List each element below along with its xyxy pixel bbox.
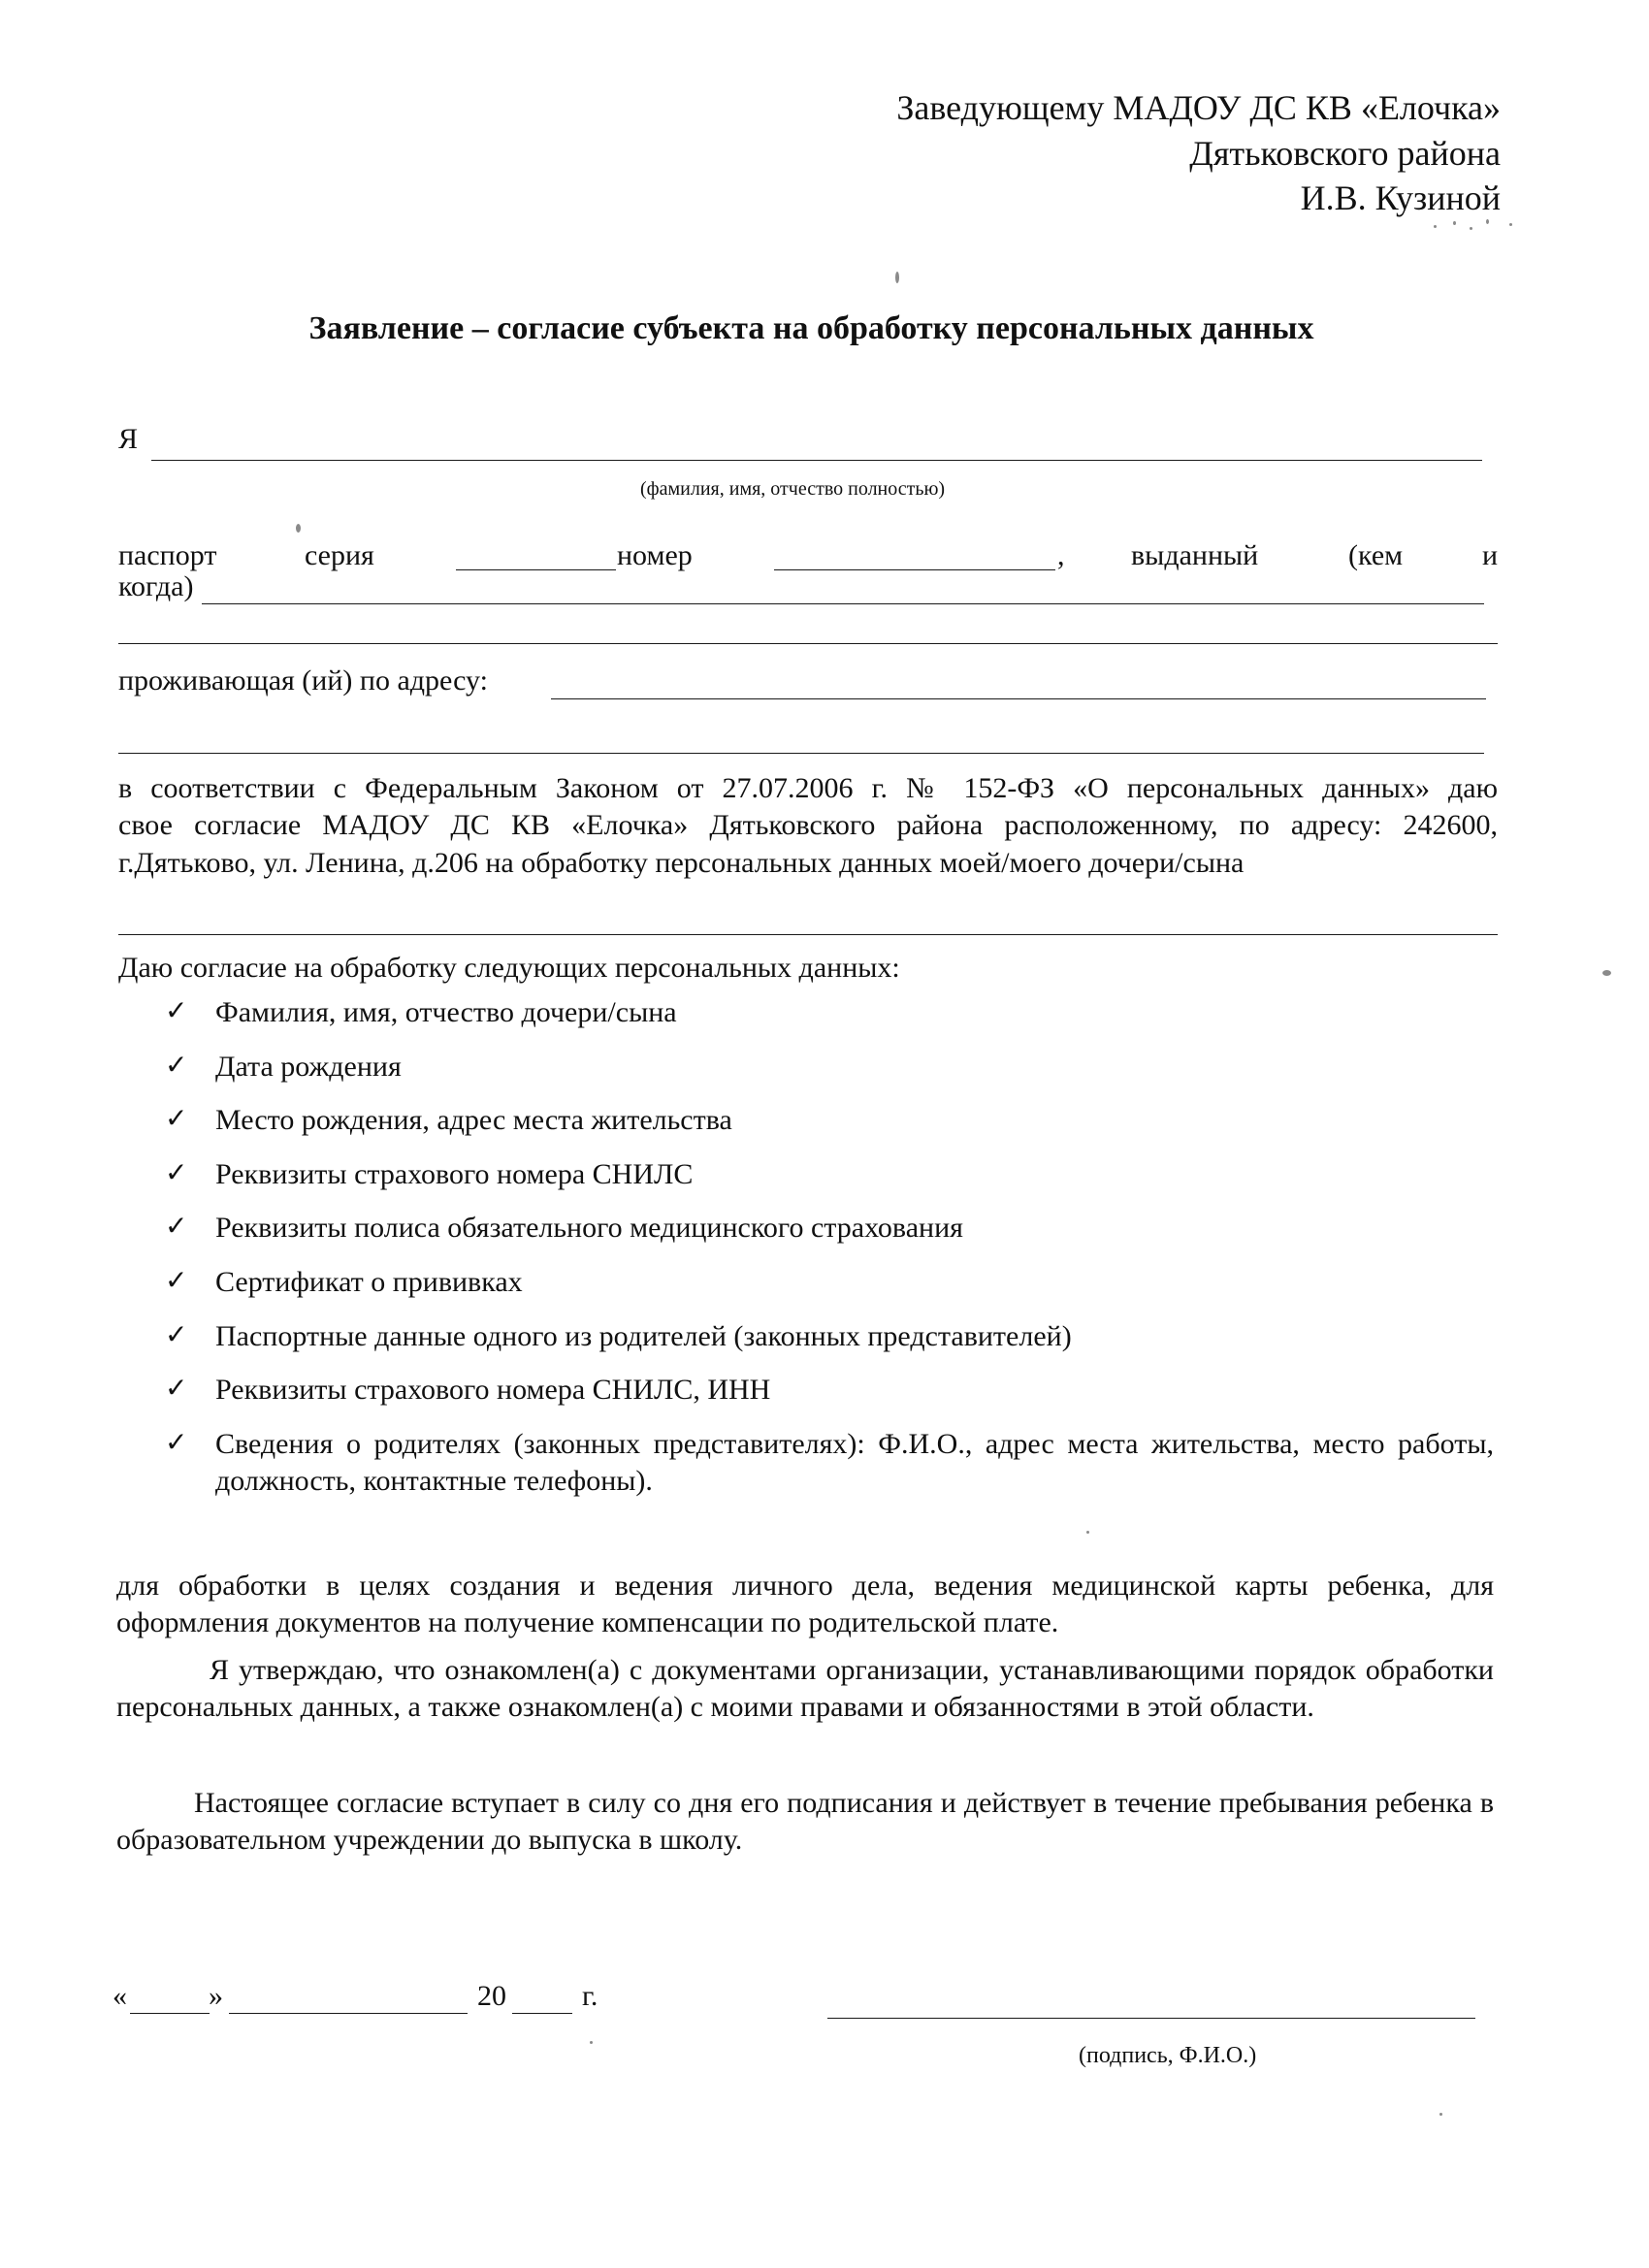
date-quote-open: « [113,1980,127,2012]
law-paragraph-line-2: свое согласие МАДОУ ДС КВ «Елочка» Дятьковского района расположенному, по адресу: 242600, [118,809,1498,841]
address-line-1[interactable] [551,698,1486,699]
child-name-line[interactable] [118,934,1498,935]
checkmark-icon: ✓ [165,1263,188,1296]
scan-speck [1086,1531,1089,1534]
checkmark-icon: ✓ [165,1155,188,1188]
issued-label: выданный [1131,539,1259,571]
signature-hint: (подпись, Ф.И.О.) [1079,2043,1257,2068]
scan-speck [895,272,899,283]
scan-speck [1439,2113,1442,2116]
number-label: номер [617,539,693,571]
day-line[interactable] [130,2013,210,2014]
checkmark-icon: ✓ [165,994,188,1026]
confirm-paragraph: Я утверждаю, что ознакомлен(а) с документами организации, устанавливающими порядок обработки персональных данных, а также ознакомлен(а) с моими правами и обязанностями в этой области. [116,1654,1494,1723]
list-item: ✓ Реквизиты полиса обязательного медицинского страхования [165,1210,963,1245]
scan-speck [1470,227,1472,230]
number-line[interactable] [774,569,1055,570]
fio-hint: (фамилия, имя, отчество полностью) [640,478,946,500]
scan-speck [1602,970,1611,976]
comma: , [1057,539,1065,571]
list-item: ✓ Фамилия, имя, отчество дочери/сына [165,994,677,1028]
list-item: ✓ Дата рождения [165,1048,402,1083]
issued-line-2[interactable] [118,643,1498,644]
address-line-2[interactable] [118,753,1484,754]
list-item: ✓ Реквизиты страхового номера СНИЛС, ИНН [165,1372,771,1407]
law-paragraph-line-3: г.Дятьково, ул. Ленина, д.206 на обработку персональных данных моей/моего дочери/сына [118,847,1245,879]
scan-speck [1434,225,1437,228]
list-item: ✓ Место рождения, адрес места жительства [165,1102,732,1137]
date-quote-close: » [209,1980,223,2012]
kem-label: (кем [1348,539,1404,571]
validity-paragraph: Настоящее согласие вступает в силу со дня его подписания и действует в течение пребывания ребенка в образовательном учреждении до выпуска в школу. [116,1787,1494,1856]
series-label: серия [305,539,374,571]
list-item: ✓ Сертификат о прививках [165,1263,523,1298]
year-prefix: 20 [477,1980,506,2012]
addressee-line-2: Дятьковского района [1189,134,1501,173]
checkmark-icon: ✓ [165,1102,188,1135]
scan-speck [296,524,301,533]
checkmark-icon: ✓ [165,1425,188,1458]
checkmark-icon: ✓ [165,1048,188,1081]
signature-line[interactable] [827,2018,1475,2019]
series-line[interactable] [456,569,616,570]
list-item: ✓ Реквизиты страхового номера СНИЛС [165,1155,694,1190]
purpose-paragraph: для обработки в целях создания и ведения личного дела, ведения медицинской карты ребенка, для оформления документов на получение компенсации по родительской плате. [116,1570,1494,1638]
addressee-line-3: И.В. Кузиной [1300,178,1501,217]
scan-speck [1509,223,1512,226]
list-item: ✓ Паспортные данные одного из родителей (законных представителей) [165,1317,1072,1352]
addressee-line-1: Заведующему МАДОУ ДС КВ «Елочка» [896,88,1501,127]
checkmark-icon: ✓ [165,1210,188,1243]
consent-intro: Даю согласие на обработку следующих персональных данных: [118,952,900,984]
scan-speck [1486,219,1489,224]
checkmark-icon: ✓ [165,1317,188,1350]
fio-line[interactable] [151,460,1482,461]
i-label: Я [118,423,139,455]
month-line[interactable] [229,2013,468,2014]
checkmark-icon: ✓ [165,1372,188,1405]
issued-line-1[interactable] [202,603,1484,604]
scan-speck [590,2041,593,2044]
passport-label: паспорт [118,539,217,571]
when-label: когда) [118,570,194,602]
personal-data-list [165,994,1494,1500]
law-paragraph-line-1: в соответствии с Федеральным Законом от 27.07.2006 г. № 152-ФЗ «О персональных данных» даю [118,772,1498,804]
year-line[interactable] [512,2013,572,2014]
year-suffix: г. [582,1980,598,2012]
and-label: и [1482,539,1499,571]
residing-label: проживающая (ий) по адресу: [118,664,488,697]
list-item: ✓ Сведения о родителях (законных представителях): Ф.И.О., адрес места жительства, место работы, должность, контактные телефоны). [165,1425,1494,1497]
document-title: Заявление – согласие субъекта на обработку персональных данных [308,310,1314,346]
scan-speck [1453,221,1456,225]
